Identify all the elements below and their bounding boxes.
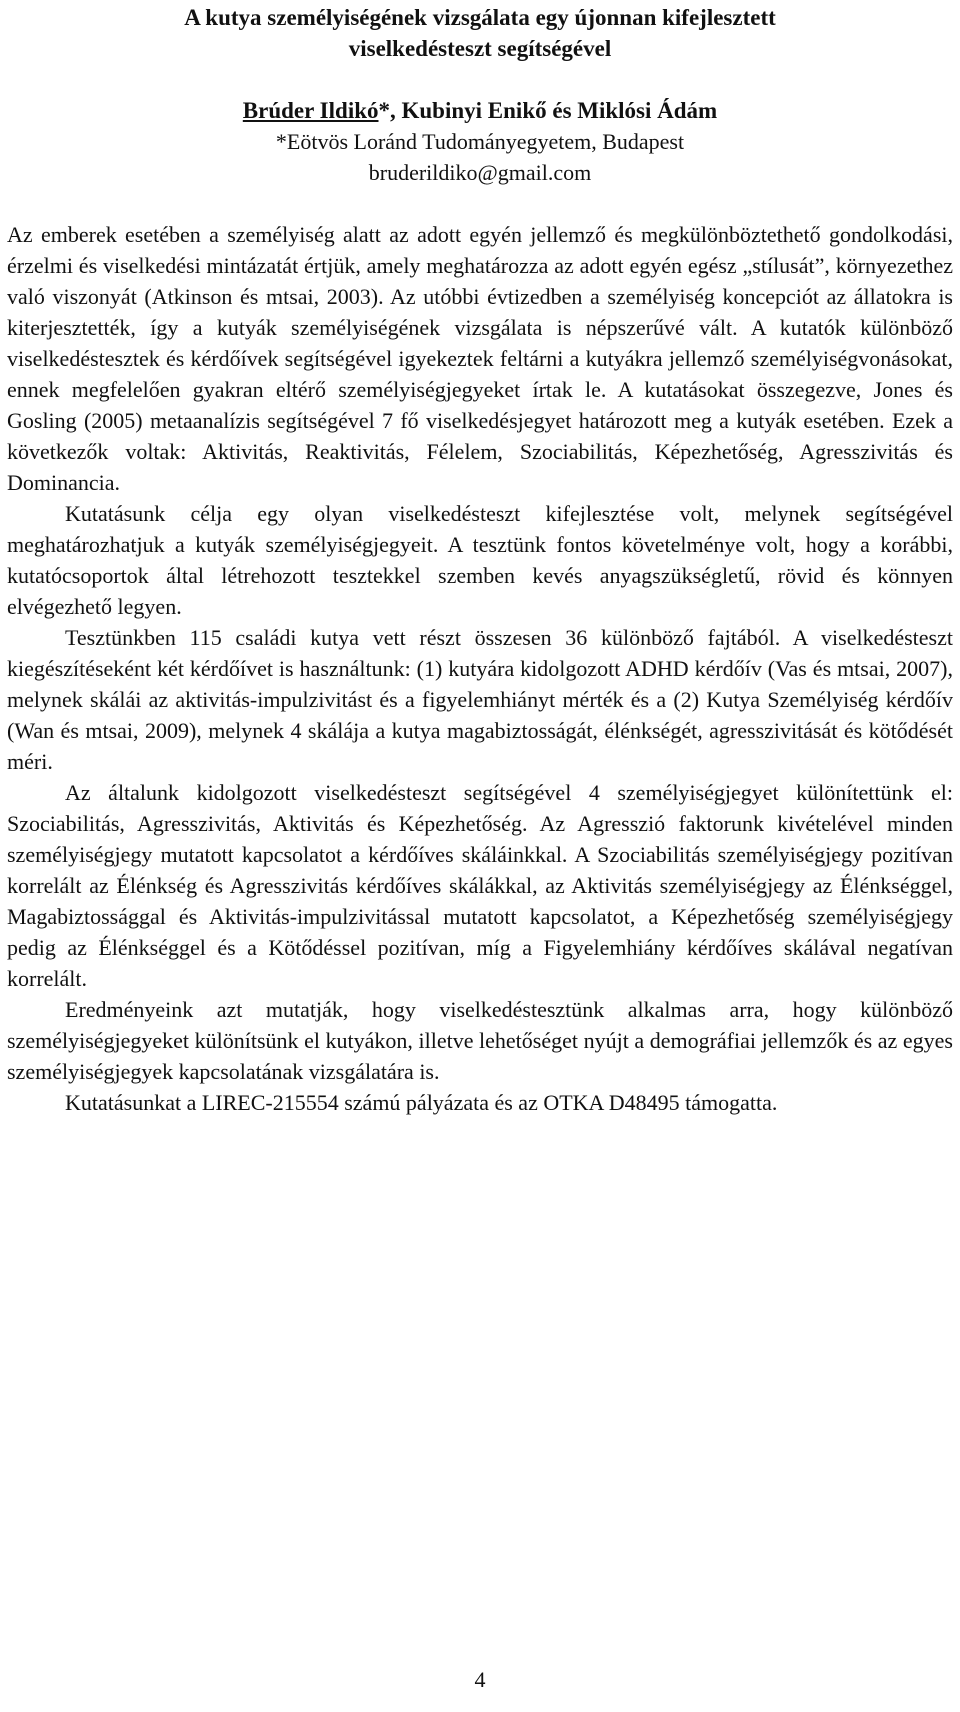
paragraph-4: Az általunk kidolgozott viselkedésteszt segítségével 4 személyiségjegyet különítettünk el: Szociabilitás, Agresszivitás, Aktivitás és Képezhetőség. Az Agresszió faktorunk kivételével minden személyiségjegy mutatott kapcsolatot a kérdőíves skáláinkkal. A Szociabilitás személyiségjegy pozitívan korrelált az Élénkség és Agresszivitás kérdőíves skálákkal, az Aktivitás személyiségjegy az Élénkséggel, Magabiztossággal és Aktivitás-impulzivitással mutatott kapcsolatot, a Képezhetőség személyiségjegy pedig az Élénkséggel és a Kötődéssel pozitívan, míg a Figyelemhiány kérdőíves skálával negatívan korrelált. (7, 780, 953, 991)
paragraph-2: Kutatásunk célja egy olyan viselkedésteszt kifejlesztése volt, melynek segítségével meghatározhatjuk a kutyák személyiségjegyeit. A tesztünk fontos követelménye volt, hogy a korábbi, kutatócsoportok által létrehozott tesztekkel szemben kevés anyagszükségletű, rövid és könnyen elvégezhető legyen. (7, 501, 953, 619)
first-author: Brúder Ildikó (242, 98, 379, 123)
affiliation: *Eötvös Loránd Tudományegyetem, Budapest (275, 129, 685, 154)
document-page (7, 2, 953, 1118)
document-title (7, 2, 953, 64)
abstract-body (7, 219, 953, 1118)
author-list (7, 95, 953, 126)
paragraph-3: Tesztünkben 115 családi kutya vett részt összesen 36 különböző fajtából. A viselkedésteszt kiegészítéseként két kérdőívet is használtunk: (1) kutyára kidolgozott ADHD kérdőív (Vas és mtsai, 2007), melynek skálái az aktivitás-impulzivitást és a figyelemhiányt mérték és a (2) Kutya Személyiség kérdőív (Wan és mtsai, 2009), melynek 4 skálája a kutya magabiztosságát, élénkségét, agresszivitását és kötődését méri. (7, 625, 953, 774)
title-line-1: A kutya személyiségének vizsgálata egy újonnan kifejlesztett (184, 5, 776, 30)
email: bruderildiko@gmail.com (368, 160, 592, 185)
paragraph-1: Az emberek esetében a személyiség alatt az adott egyén jellemző és megkülönböztethető gondolkodási, érzelmi és viselkedési mintázatát értjük, amely meghatározza az adott egyén egész „stílusát”, környezethez való viszonyát (Atkinson és mtsai, 2003). Az utóbbi évtizedben a személyiség koncepciót az állatokra is kiterjesztették, így a kutyák személyiségének vizsgálata is népszerűvé vált. A kutatók különböző viselkedéstesztek és kérdőívek segítségével igyekeztek feltárni a kutyákra jellemző személyiségvonásokat, ennek megfelelően gyakran eltérő személyiségjegyeket írtak le. A kutatásokat összegezve, Jones és Gosling (2005) metaanalízis segítségével 7 fő viselkedésjegyet határozott meg a kutyák esetében. Ezek a következők voltak: Aktivitás, Reaktivitás, Félelem, Szociabilitás, Képezhetőség, Agresszivitás és Dominancia. (7, 222, 953, 495)
paragraph-6: Kutatásunkat a LIREC-215554 számú pályázata és az OTKA D48495 támogatta. (65, 1090, 778, 1115)
paragraph-5: Eredményeink azt mutatják, hogy viselkedéstesztünk alkalmas arra, hogy különböző személyiségjegyeket különítsünk el kutyákon, illetve lehetőséget nyújt a demográfiai jellemzők és az egyes személyiségjegyek kapcsolatának vizsgálatára is. (7, 997, 953, 1084)
title-line-2: viselkedésteszt segítségével (348, 36, 612, 61)
page-number: 4 (474, 1667, 486, 1692)
other-authors: *, Kubinyi Enikő és Miklósi Ádám (378, 98, 718, 123)
